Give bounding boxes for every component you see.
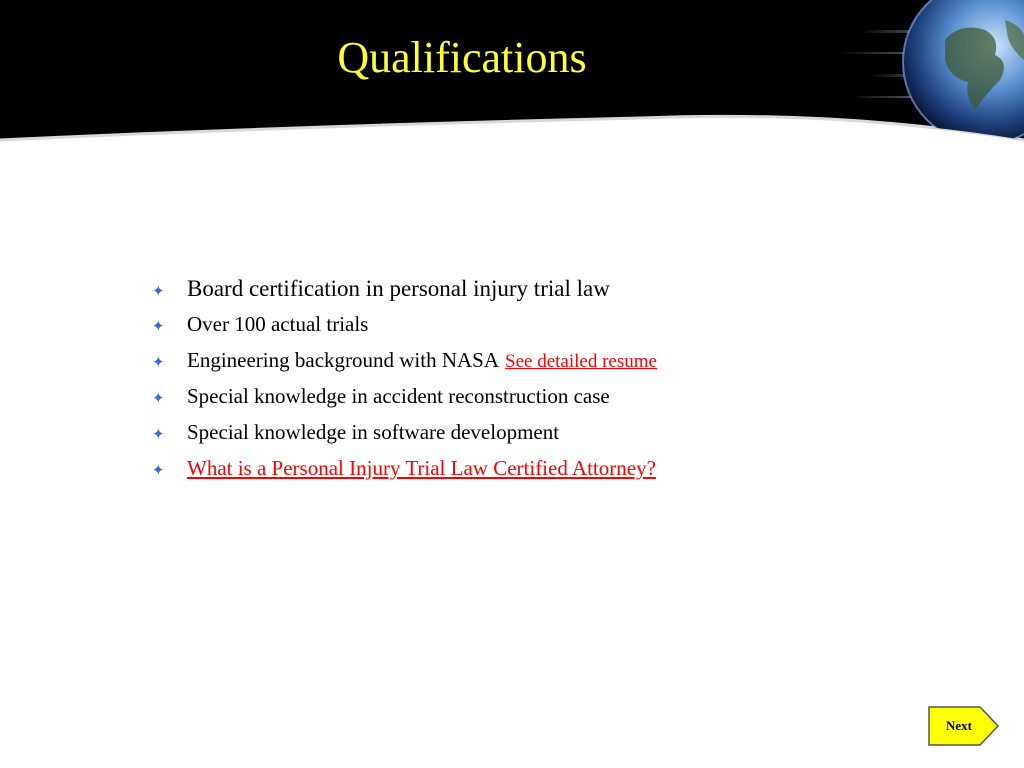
bullet-list (150, 276, 950, 492)
see-detailed-resume-link[interactable]: See detailed resume (505, 351, 657, 372)
bullet-text: Board certification in personal injury trial law (187, 276, 610, 301)
list-item (150, 384, 950, 420)
bullet-text: Special knowledge in accident reconstruction case (187, 384, 610, 408)
next-button-label: Next (946, 718, 972, 733)
slide-title: Qualifications (337, 33, 587, 82)
bullet-text: Over 100 actual trials (187, 312, 369, 336)
list-item (150, 456, 950, 492)
certified-attorney-link[interactable]: What is a Personal Injury Trial Law Certified Attorney? (187, 456, 656, 480)
bullet-text: Special knowledge in software development (187, 420, 560, 444)
four-point-star-icon: ✦ (152, 353, 165, 371)
list-item (150, 276, 950, 312)
list-item (150, 312, 950, 348)
list-item (150, 420, 950, 456)
four-point-star-icon: ✦ (152, 282, 165, 300)
next-button[interactable] (928, 706, 1000, 746)
four-point-star-icon: ✦ (152, 317, 165, 335)
list-item (150, 348, 950, 384)
bullet-text: Engineering background with NASA (187, 348, 500, 372)
four-point-star-icon: ✦ (152, 389, 165, 407)
four-point-star-icon: ✦ (152, 461, 165, 479)
four-point-star-icon: ✦ (152, 425, 165, 443)
